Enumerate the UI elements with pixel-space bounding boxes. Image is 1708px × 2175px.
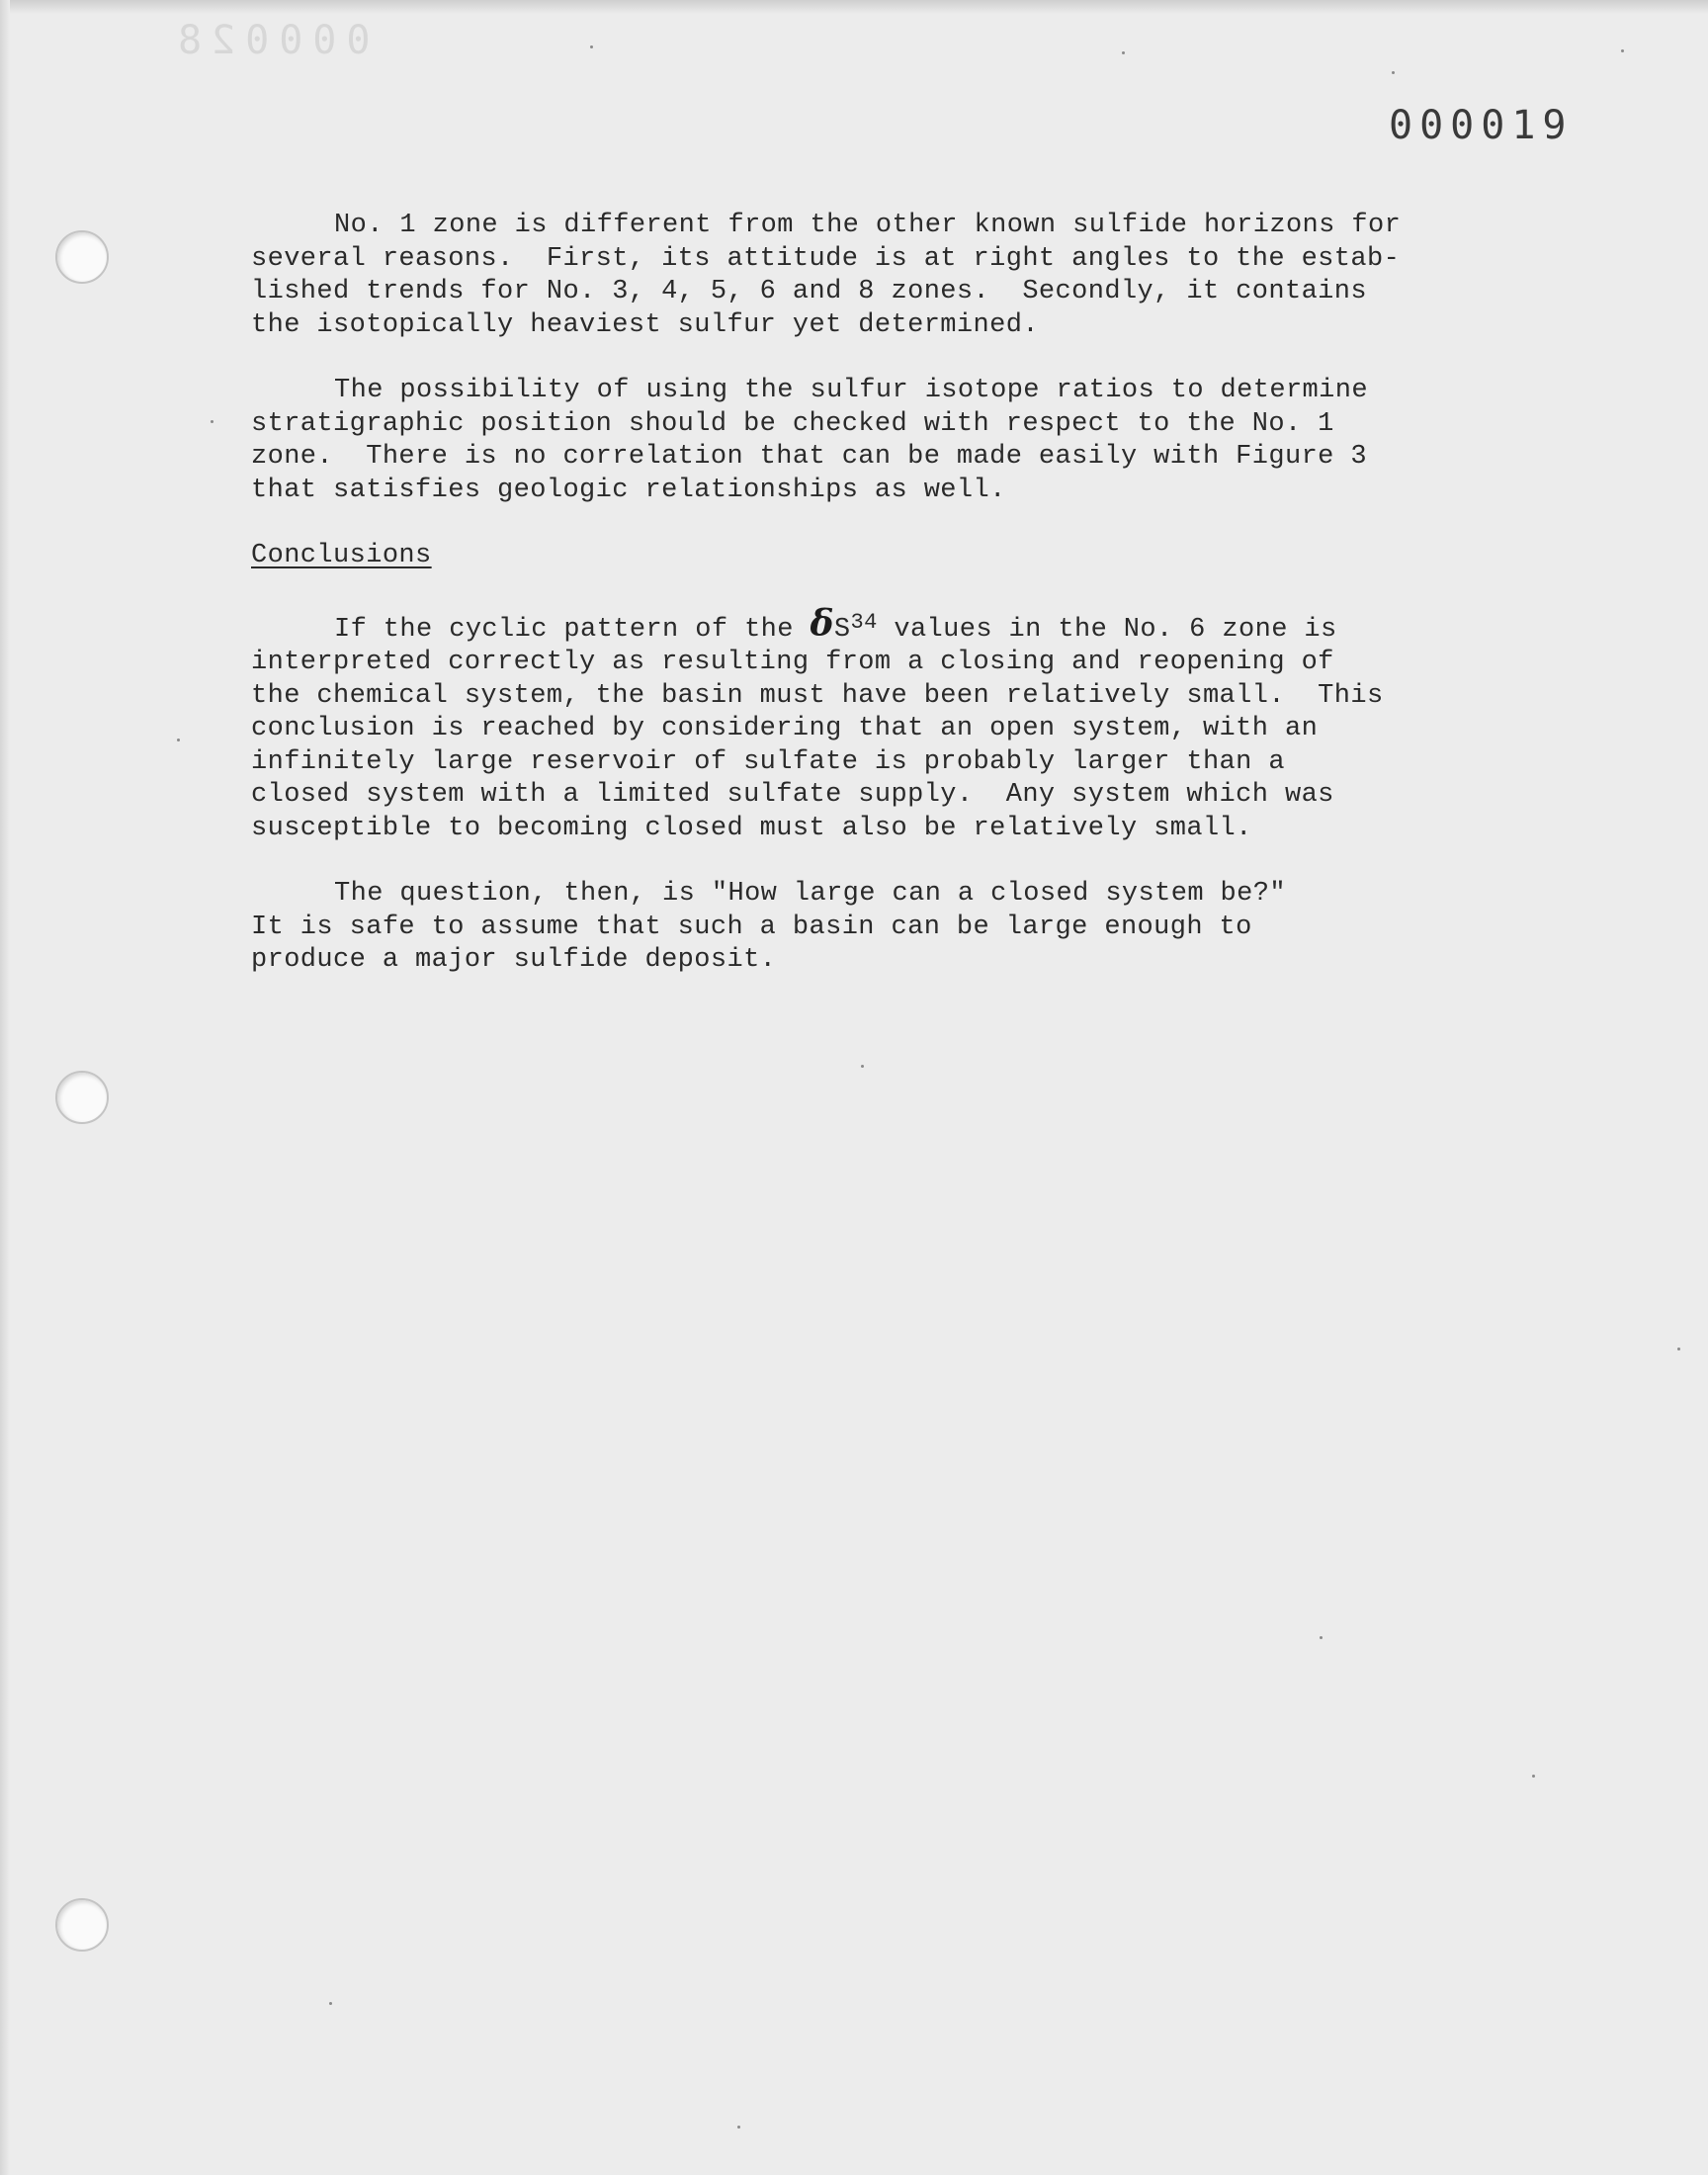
paragraph-conclusions [251, 602, 1437, 846]
text-line: closed system with a limited sulfate supply. Any system which was [251, 780, 1334, 810]
isotope-superscript: 34 [850, 609, 878, 635]
text-line: No. 1 zone is different from the other known sulfide horizons for [334, 211, 1402, 240]
text-line: infinitely large reservoir of sulfate is probably larger than a [251, 746, 1285, 777]
binder-hole-bottom [55, 1898, 109, 1952]
scan-speck [1392, 71, 1395, 74]
scan-speck [861, 1065, 864, 1068]
text-fragment: If the cyclic pattern of the [334, 614, 811, 645]
text-line: The possibility of using the sulfur isotope ratios to determine [334, 376, 1368, 405]
text-line: stratigraphic position should be checked with respect to the No. 1 [251, 408, 1334, 439]
binder-hole-middle [55, 1071, 109, 1124]
text-line: several reasons. First, its attitude is at right angles to the estab- [251, 243, 1401, 274]
paragraph-no1-zone [251, 210, 1437, 342]
text-line: lished trends for No. 3, 4, 5, 6 and 8 zones. Secondly, it contains [251, 277, 1367, 306]
text-line: susceptible to becoming closed must also be relatively small. [251, 813, 1252, 843]
text-line: zone. There is no correlation that can be made easily with Figure 3 [251, 442, 1367, 472]
text-line: the chemical system, the basin must have been relatively small. This [251, 680, 1384, 711]
document-body [251, 210, 1437, 1010]
text-line: conclusion is reached by considering that an open system, with an [251, 714, 1319, 743]
scan-speck [211, 420, 214, 423]
text-line: that satisfies geologic relationships as well. [251, 475, 1006, 505]
scan-speck [1320, 1636, 1323, 1639]
text-line-with-delta [251, 602, 1437, 648]
scan-speck [1621, 49, 1624, 52]
scan-speck [1677, 1348, 1680, 1350]
bleed-through-page-number: 000028 [168, 18, 371, 63]
section-heading-conclusions: Conclusions [251, 541, 432, 570]
text-fragment: values in the No. 6 zone is [877, 614, 1337, 645]
text-line: It is safe to assume that such a basin can be large enough to [251, 912, 1252, 942]
page-left-edge [0, 0, 10, 2175]
text-line: the isotopically heaviest sulfur yet determined. [251, 309, 1039, 340]
scan-speck [590, 45, 593, 48]
sulfur-element: S [833, 614, 851, 645]
paragraph-closed-system-question [251, 878, 1437, 978]
page-number-stamp: 000019 [1389, 103, 1574, 148]
scan-speck [737, 2126, 740, 2129]
section-heading-wrapper [251, 540, 1437, 606]
page-top-edge [0, 0, 1708, 14]
delta-symbol: δ [810, 602, 834, 645]
scan-speck [329, 2002, 332, 2005]
text-line: produce a major sulfide deposit. [251, 945, 777, 975]
scan-speck [177, 739, 180, 741]
scan-speck [1532, 1775, 1535, 1778]
scan-speck [1122, 51, 1125, 54]
paragraph-isotope-ratios [251, 375, 1437, 507]
binder-hole-top [55, 230, 109, 284]
text-line: interpreted correctly as resulting from a closing and reopening of [251, 648, 1334, 677]
text-line: The question, then, is "How large can a closed system be?" [334, 879, 1286, 909]
